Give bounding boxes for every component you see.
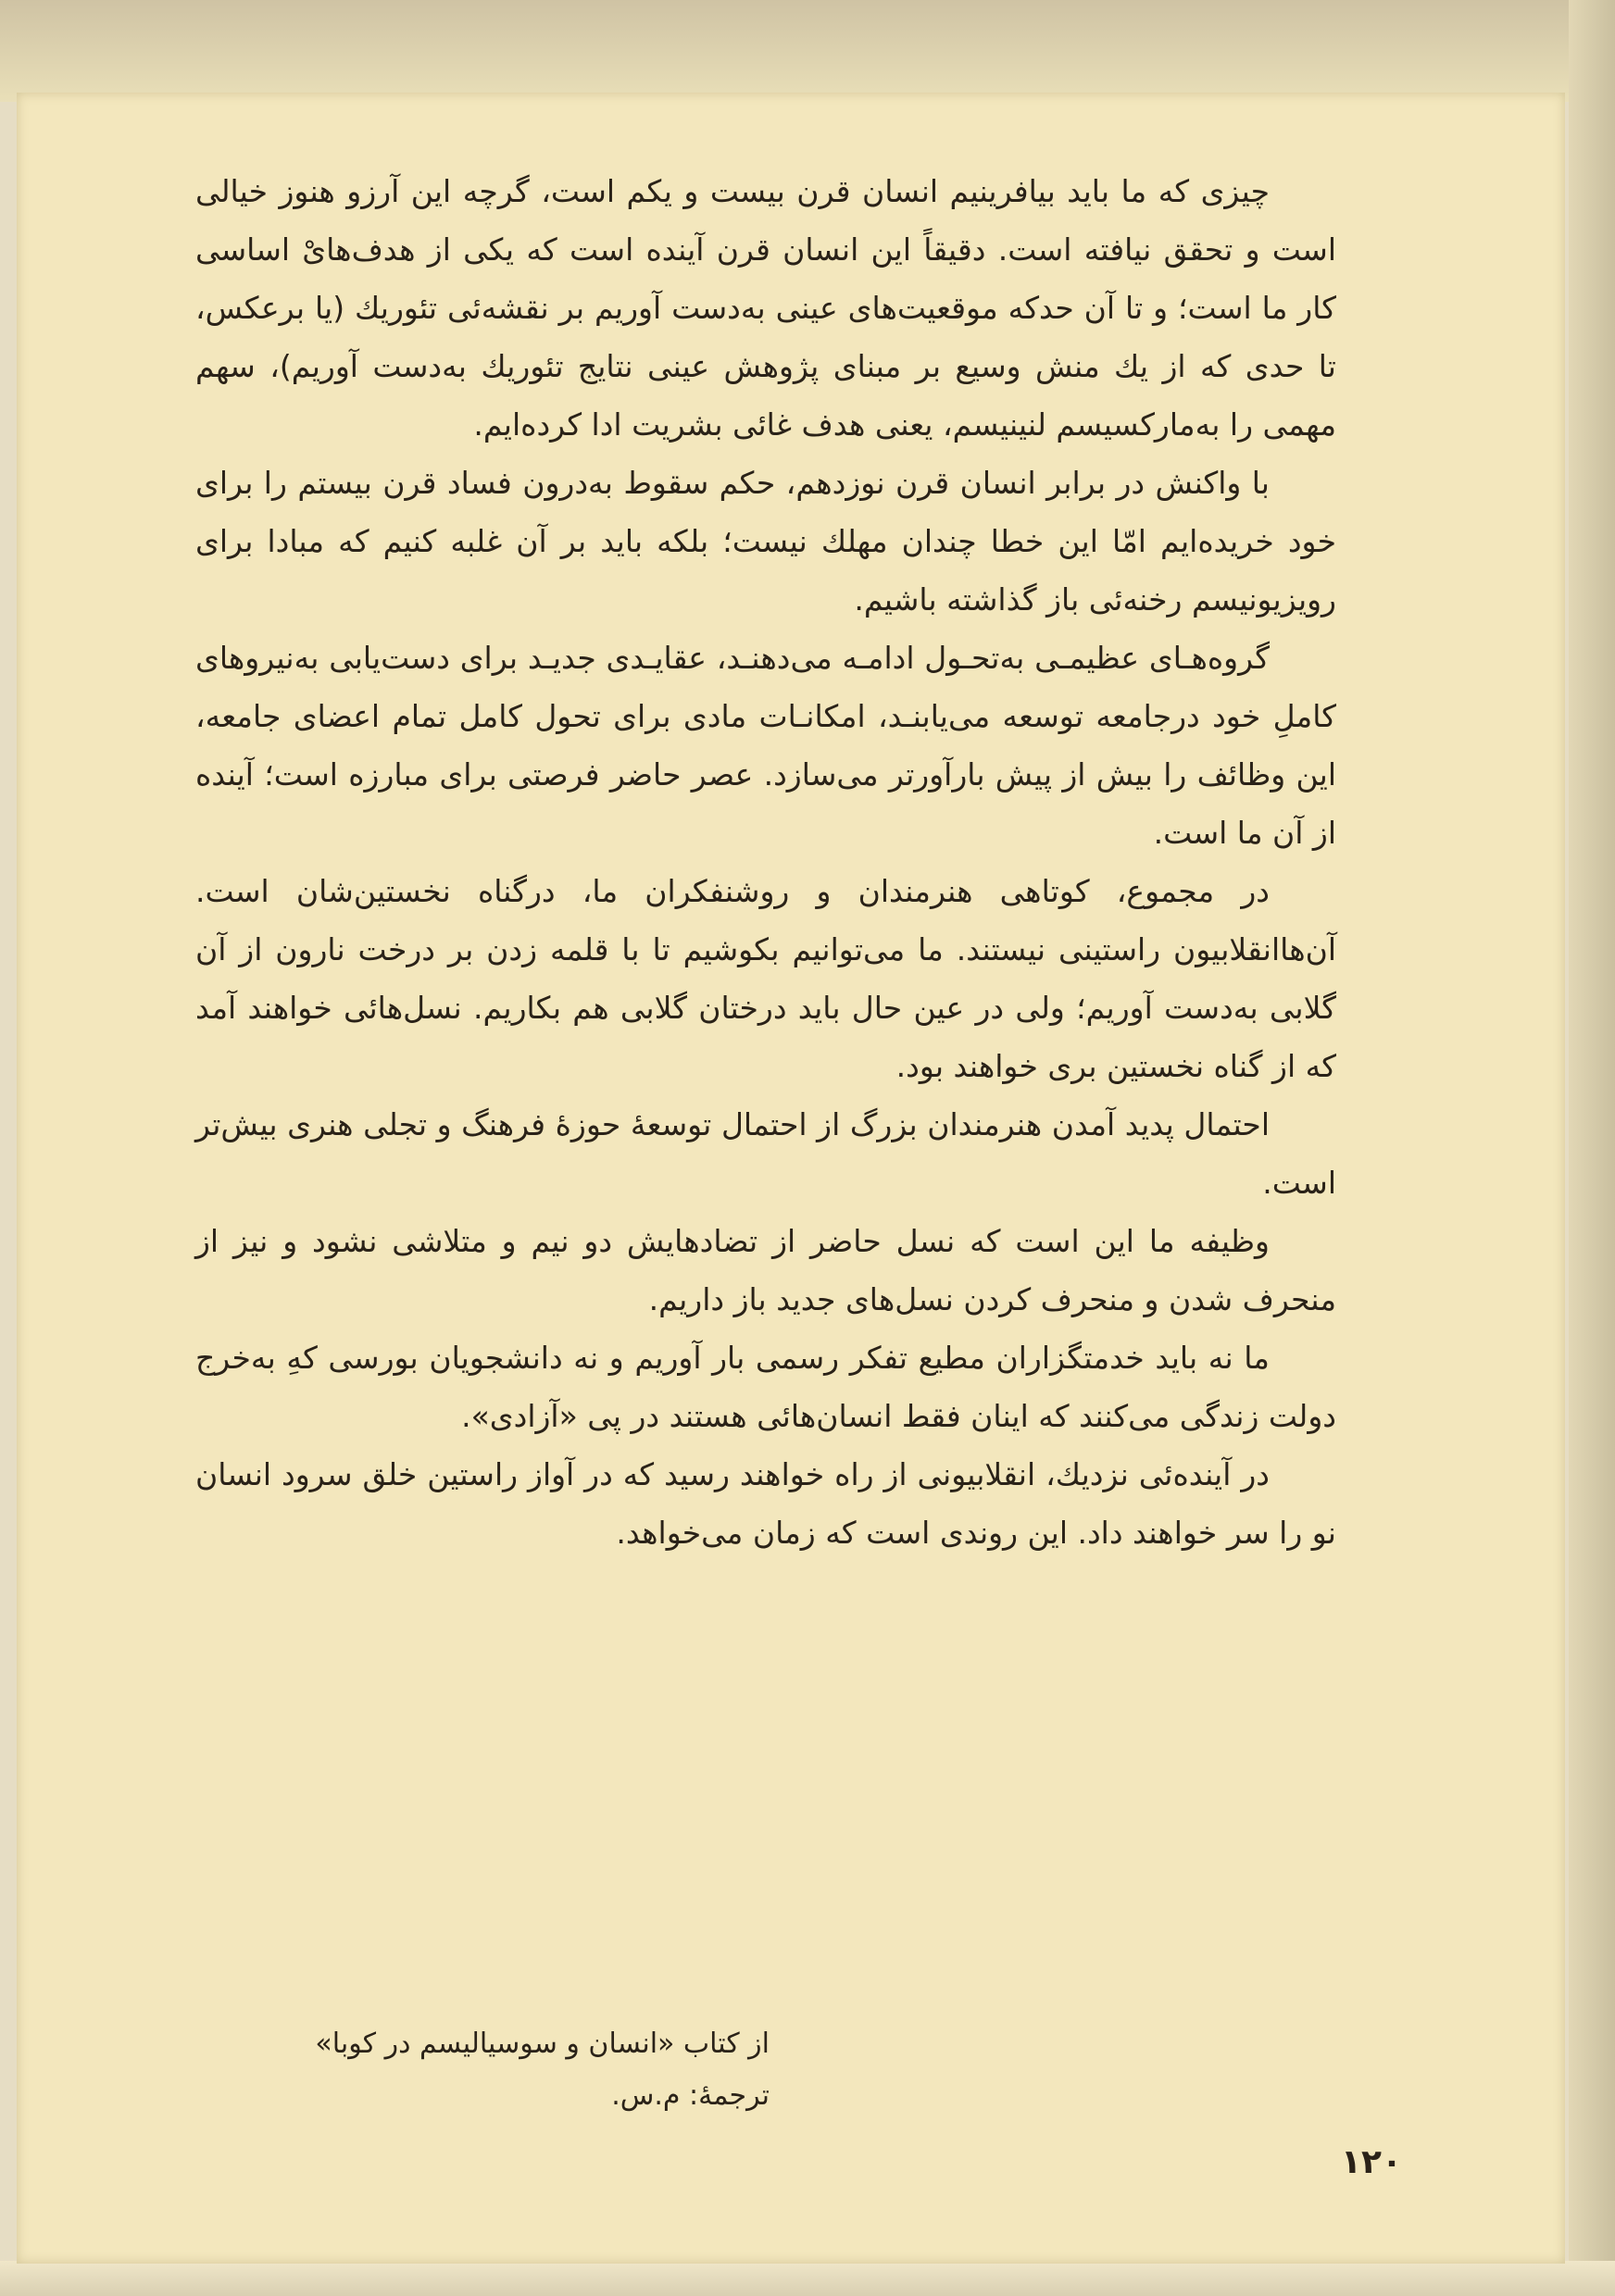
- paragraph: در آینده‌ئی نزدیك، انقلابیونی از راه خواهند رسید که در آواز راستین خلق سرود انسان نو را سر خواهند داد. این روندی است که زمان می‌خواهد.: [195, 1456, 1336, 1551]
- scan-background-bottom: [0, 2261, 1615, 2296]
- paragraph: احتمال پدید آمدن هنرمندان بزرگ از احتمال توسعهٔ حوزهٔ فرهنگ و تجلی هنری بیش‌تر است.: [195, 1106, 1336, 1201]
- paragraph: با واکنش در برابر انسان قرن نوزدهم، حکم سقوط به‌درون فساد قرن بیستم را برای خود خریده‌ایم امّا این خطا چندان مهلك نیست؛ بلکه باید بر آن غلبه کنیم که مبادا برای رویزیونیسم رخنه‌ئی باز گذاشته باشیم.: [195, 465, 1336, 618]
- translator-line: ترجمهٔ: م.س.: [611, 2079, 770, 2112]
- paragraph: وظیفه ما این است که نسل حاضر از تضادهایش دو نیم و متلاشی نشود و نیز از منحرف شدن و منحرف کردن نسل‌های جدید باز داریم.: [195, 1223, 1336, 1317]
- paragraph: گروه‌هـای عظیمـی به‌تحـول ادامـه می‌دهنـد، عقایـدی جدیـد برای دست‌یابی به‌نیروهای کاملِ خود درجامعه توسعه می‌یابنـد، امکانـات مادی برای تحول کامل تمام اعضای جامعه، این وظائف را بیش از پیش بارآورتر می‌سازد. عصر حاضر فرصتی برای مبارزه است؛ آینده از آن ما است.: [195, 640, 1336, 851]
- source-line: از کتاب «انسان و سوسیالیسم در کوبا»: [315, 2028, 770, 2060]
- page-number: ۱۲۰: [1341, 2143, 1402, 2181]
- paragraph: چیزی که ما باید بیافرینیم انسان قرن بیست و یکم است، گرچه این آرزو هنوز خیالی است و تحقق نیافته است. دقیقاً این انسان قرن آینده است که یکی از هدف‌هایْ اساسی کار ما است؛ و تا آن حدکه موقعیت‌های عینی به‌دست آوریم بر نقشه‌ئی تئوریك (یا برعکس، تا حدی که از یك منش وسیع بر مبنای پژوهش عینی نتایج تئوریك به‌دست آوریم)، سهم مهمی را به‌مارکسیسم لنینیسم، یعنی هدف غائی بشریت ادا کرده‌ایم.: [195, 173, 1336, 443]
- scan-background-top: [0, 0, 1615, 102]
- body-text: [195, 162, 1336, 1562]
- paragraph: در مجموع، کوتاهی هنرمندان و روشنفکران ما، درگناه نخستین‌شان است. آن‌هاانقلابیون راستینی نیستند. ما می‌توانیم بکوشیم تا با قلمه زدن بر درخت نارون از آن گلابی به‌دست آوریم؛ ولی در عین حال باید درختان گلابی هم بکاریم. نسل‌هائی خواهند آمد که از گناه نخستین بری خواهند بود.: [195, 873, 1336, 1084]
- source-credit: [315, 2018, 770, 2122]
- book-page: [17, 93, 1565, 2264]
- paragraph: ما نه باید خدمتگزاران مطیع تفکر رسمی بار آوریم و نه دانشجویان بورسی کهِ به‌خرج دولت زندگی می‌کنند که اینان فقط انسان‌هائی هستند در پی «آزادی».: [195, 1340, 1336, 1434]
- scan-background-right: [1569, 0, 1615, 2296]
